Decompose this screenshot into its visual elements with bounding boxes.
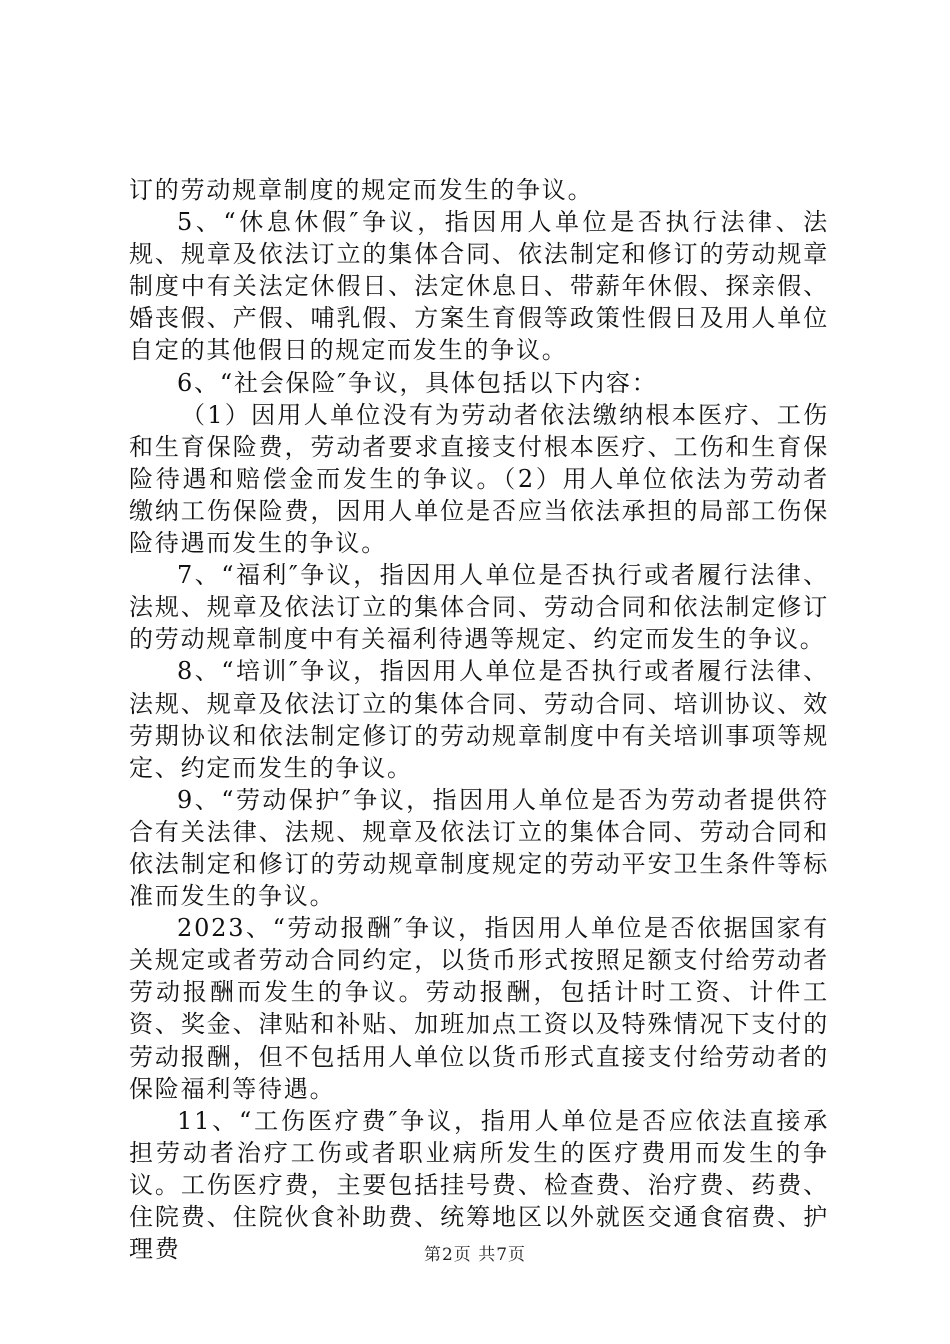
paragraph-item-8: 8、“培训″争议，指因用人单位是否执行或者履行法律、法规、规章及依法订立的集体合同、劳动合同、培训协议、效劳期协议和依法制定修订的劳动规章制度中有关培训事项等规定、约定而发生的争议。 xyxy=(129,657,829,782)
paragraph-item-11: 11、“工伤医疗费″争议，指用人单位是否应依法直接承担劳动者治疗工伤或者职业病所发生的医疗费用而发生的争议。工伤医疗费，主要包括挂号费、检查费、治疗费、药费、住院费、住院伙食补助费、统筹地区以外就医交通食宿费、护理费 xyxy=(129,1106,829,1264)
paragraph-item-9: 9、“劳动保护″争议，指因用人单位是否为劳动者提供符合有关法律、法规、规章及依法订立的集体合同、劳动合同和依法制定和修订的劳动规章制度规定的劳动平安卫生条件等标准而发生的争议。 xyxy=(129,785,829,911)
paragraph-item-6-details: （1）因用人单位没有为劳动者依法缴纳根本医疗、工伤和生育保险费，劳动者要求直接支付根本医疗、工伤和生育保险待遇和赔偿金而发生的争议。（2）用人单位依法为劳动者缴纳工伤保险费，因用人单位是否应当依法承担的局部工伤保险待遇而发生的争议。 xyxy=(129,400,829,558)
page-number-footer: 第2页 共7页 xyxy=(423,1245,527,1265)
paragraph-item-10: 2023、“劳动报酬″争议，指因用人单位是否依据国家有关规定或者劳动合同约定，以货币形式按照足额支付给劳动者劳动报酬而发生的争议。劳动报酬，包括计时工资、计件工资、奖金、津贴和补贴、加班加点工资以及特殊情况下支付的劳动报酬，但不包括用人单位以货币形式直接支付给劳动者的保险福利等待遇。 xyxy=(129,914,829,1103)
paragraph-item-6: 6、“社会保险″争议，具体包括以下内容： xyxy=(177,368,658,397)
document-body xyxy=(129,174,829,1265)
paragraph-continuation: 订的劳动规章制度的规定而发生的争议。 xyxy=(129,176,594,204)
paragraph-item-7: 7、“福利″争议，指因用人单位是否执行或者履行法律、法规、规章及依法订立的集体合同、劳动合同和依法制定修订的劳动规章制度中有关福利待遇等规定、约定而发生的争议。 xyxy=(129,561,829,654)
paragraph-item-5: 5、“休息休假″争议，指因用人单位是否执行法律、法规、规章及依法订立的集体合同、依法制定和修订的劳动规章制度中有关法定休假日、法定休息日、带薪年休假、探亲假、婚丧假、产假、哺乳假、方案生育假等政策性假日及用人单位自定的其他假日的规定而发生的争议。 xyxy=(129,208,829,365)
